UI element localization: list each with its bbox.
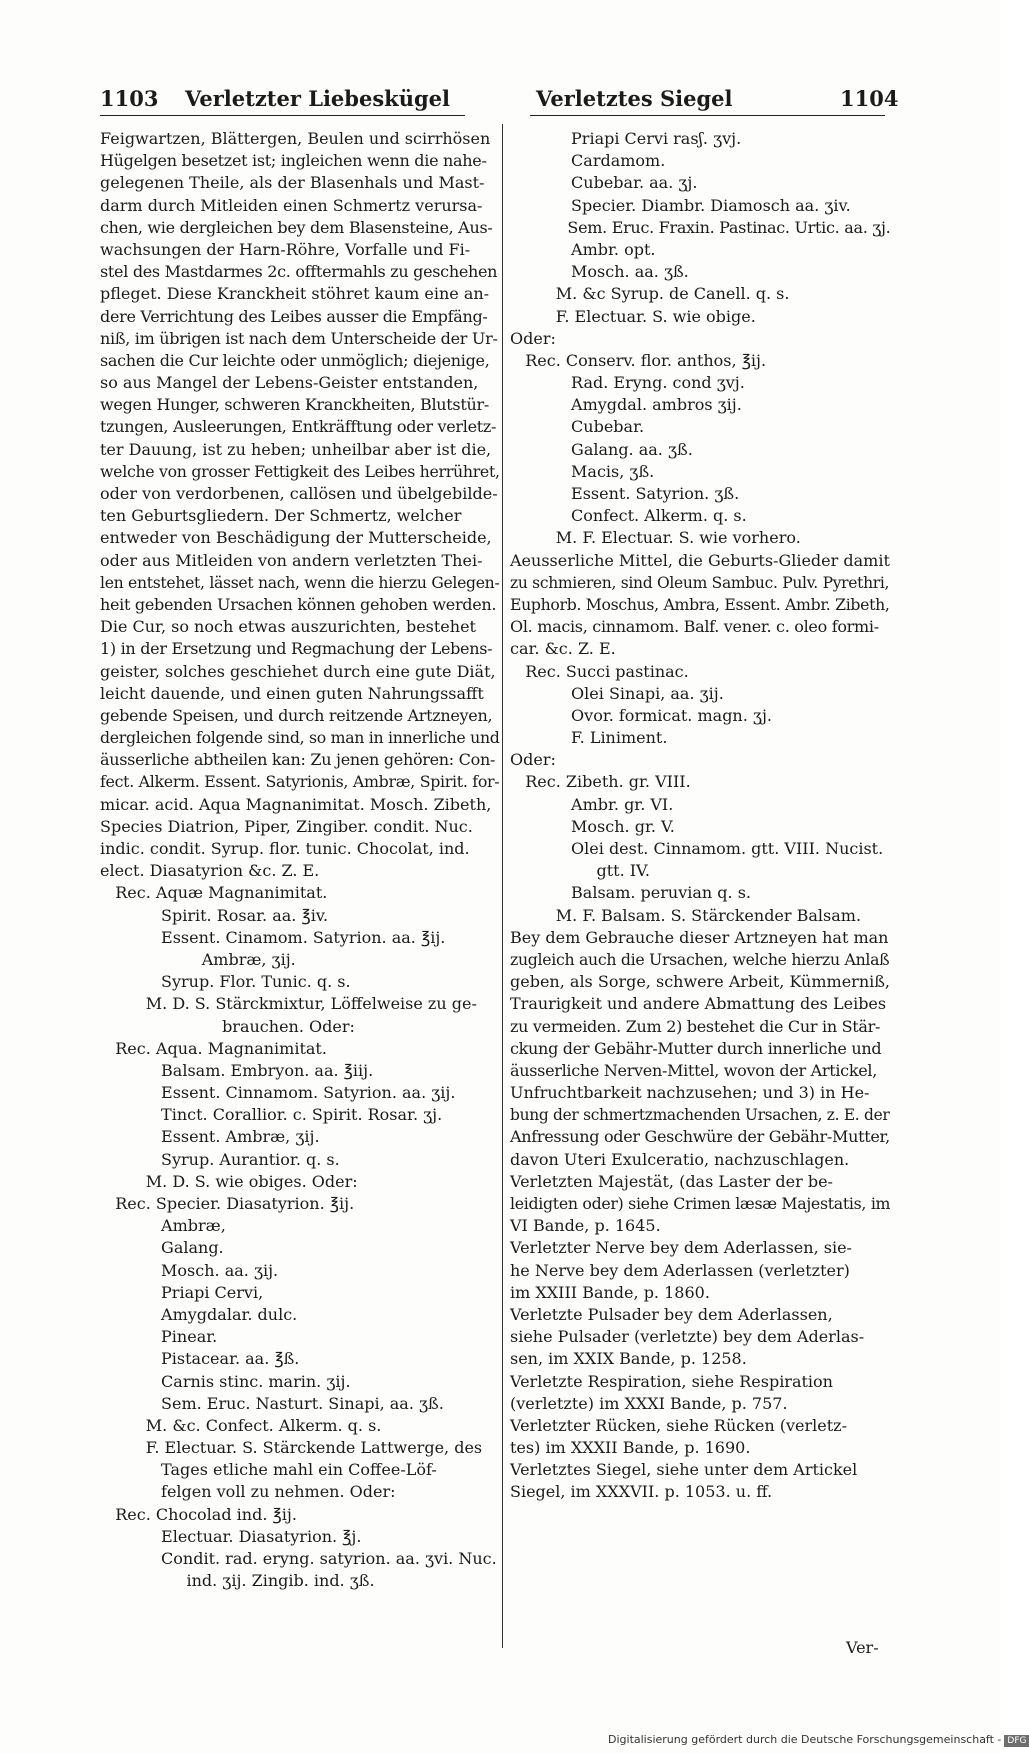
text-line: indic. condit. Syrup. flor. tunic. Chocolat, ind. (100, 839, 470, 858)
text-line: Verletztes Siegel, siehe unter dem Artickel (510, 1460, 858, 1480)
text-line: len entstehet, lässet nach, wenn die hierzu Gelegen- (100, 573, 500, 592)
text-line: ckung der Gebähr-Mutter durch innerliche und (510, 1038, 882, 1058)
text-line: Olei Sinapi, aa. ʒij. (510, 683, 724, 703)
text-line: he Nerve bey dem Aderlassen (verletzter) (510, 1260, 850, 1280)
text-line: Ambræ, ʒij. (100, 949, 296, 969)
text-line: Ol. macis, cinnamom. Balf. vener. c. oleo formi- (510, 617, 879, 637)
text-line: Essent. Satyrion. ʒß. (510, 484, 740, 503)
text-line: Pistacear. aa. ℥ß. (100, 1349, 300, 1369)
text-line: Siegel, im XXXVII. p. 1053. u. ff. (510, 1482, 773, 1502)
running-title-left: Verletzter Liebeskügel (185, 86, 451, 111)
text-line: M. F. Electuar. S. wie vorhero. (510, 528, 801, 548)
text-line: Balsam. peruvian q. s. (510, 883, 751, 903)
text-line: Hügelgen besetzet ist; ingleichen wenn die nahe- (100, 151, 487, 171)
text-line: fect. Alkerm. Essent. Satyrionis, Ambræ, Spirit. for- (100, 772, 500, 792)
text-line: F. Electuar. S. Stärckende Lattwerge, des (100, 1438, 483, 1458)
text-line: gebende Speisen, und durch reitzende Artzneyen, (100, 705, 493, 725)
text-line: Balsam. Embryon. aa. ℥iij. (100, 1060, 374, 1080)
text-line: Species Diatrion, Piper, Zingiber. condit. Nuc. (100, 816, 473, 836)
text-line: Tinct. Corallior. c. Spirit. Rosar. ʒj. (100, 1105, 443, 1125)
text-line: leicht dauende, und einen guten Nahrungssafft (100, 683, 484, 703)
text-line: Rec. Chocolad ind. ℥ij. (100, 1504, 297, 1524)
text-line: wegen Hunger, schweren Kranckheiten, Blutstür- (100, 395, 489, 415)
text-line: ten Geburtsgliedern. Der Schmertz, welcher (100, 506, 462, 526)
column-divider (502, 124, 503, 1648)
text-line: Rec. Aqua. Magnanimitat. (100, 1038, 327, 1058)
text-line: M. &c. Confect. Alkerm. q. s. (100, 1415, 382, 1435)
text-line: sen, im XXIX Bande, p. 1258. (510, 1349, 747, 1369)
text-line: Rad. Eryng. cond ʒvj. (510, 373, 745, 393)
text-line: M. D. S. Stärckmixtur, Löffelweise zu ge- (100, 994, 477, 1014)
header-rule-right (530, 115, 885, 116)
text-line: zu schmieren, sind Oleum Sambuc. Pulv. Pyrethri, (510, 573, 890, 592)
text-line: Cubebar. (510, 417, 645, 437)
text-line: Spirit. Rosar. aa. ℥iv. (100, 905, 329, 925)
text-line: Cardamom. (510, 151, 666, 171)
text-line: Anfressung oder Geschwüre der Gebähr-Mutter, (510, 1127, 890, 1147)
text-line: Rec. Succi pastinac. (510, 661, 689, 681)
text-line: Verletzter Nerve bey dem Aderlassen, sie- (510, 1238, 852, 1258)
text-line: Verletzte Respiration, siehe Respiration (510, 1371, 833, 1391)
text-line: F. Liniment. (510, 728, 668, 748)
text-line: oder aus Mitleiden von andern verletzten Thei- (100, 550, 483, 570)
text-line: Sem. Eruc. Nasturt. Sinapi, aa. ʒß. (100, 1393, 444, 1413)
text-line: dergleichen folgende sind, so man in innerliche und (100, 728, 500, 748)
header-rule-left (100, 115, 465, 116)
text-line: Ambr. opt. (510, 239, 656, 259)
text-line: gtt. IV. (510, 861, 650, 881)
text-line: ind. ʒij. Zingib. ind. ʒß. (100, 1571, 375, 1591)
text-line: F. Electuar. S. wie obige. (510, 306, 756, 326)
text-line: chen, wie dergleichen bey dem Blasensteine, Aus- (100, 217, 493, 237)
text-line: Tages etliche mahl ein Coffee-Löf- (100, 1460, 437, 1480)
text-line: Mosch. aa. ʒß. (510, 262, 689, 282)
left-text-column (100, 128, 500, 1592)
text-line: M. F. Balsam. S. Stärckender Balsam. (510, 905, 862, 925)
text-line: Ambr. gr. VI. (510, 794, 674, 814)
text-line: tes) im XXXII Bande, p. 1690. (510, 1438, 751, 1458)
text-line: Electuar. Diasatyrion. ℥j. (100, 1526, 362, 1546)
running-title-right: Verletztes Siegel (536, 86, 733, 111)
text-line: Unfruchtbarkeit nachzusehen; und 3) in He- (510, 1083, 870, 1103)
text-line: sachen die Cur leichte oder unmöglich; diejenige, (100, 350, 490, 370)
text-line: Confect. Alkerm. q. s. (510, 506, 747, 526)
text-line: niß, im übrigen ist nach dem Unterscheide der Ur- (100, 328, 498, 348)
text-line: dere Verrichtung des Leibes ausser die Empfäng- (100, 306, 488, 326)
text-line: Mosch. gr. V. (510, 816, 675, 836)
text-line: Galang. aa. ʒß. (510, 439, 693, 459)
text-line: so aus Mangel der Lebens-Geister entstanden, (100, 373, 479, 393)
digitization-footer (608, 1733, 1029, 1747)
text-line: Traurigkeit und andere Abmattung des Leibes (510, 994, 887, 1014)
text-line: Rec. Specier. Diasatyrion. ℥ij. (100, 1194, 355, 1213)
text-line: felgen voll zu nehmen. Oder: (100, 1482, 396, 1502)
text-line: Priapi Cervi rasʃ. ʒvj. (510, 129, 742, 148)
text-line: oder von verdorbenen, callösen und übelgebilde- (100, 484, 498, 503)
text-line: (verletzte) im XXXI Bande, p. 757. (510, 1393, 788, 1413)
text-line: Pinear. (100, 1327, 218, 1347)
text-line: gelegenen Theile, als der Blasenhals und Mast- (100, 173, 485, 193)
text-line: Syrup. Aurantior. q. s. (100, 1149, 340, 1169)
text-line: bung der schmertzmachenden Ursachen, z. E. der (510, 1106, 890, 1125)
text-line: zu vermeiden. Zum 2) bestehet die Cur in Stär- (510, 1016, 881, 1036)
text-line: welche von grosser Fettigkeit des Leibes herrühret, (100, 461, 500, 481)
text-line: darm durch Mitleiden einen Schmertz verursa- (100, 195, 483, 215)
text-line: entweder von Beschädigung der Mutterscheide, (100, 528, 492, 548)
text-line: Feigwartzen, Blättergen, Beulen und scirrhösen (100, 129, 491, 148)
text-line: Bey dem Gebrauche dieser Artzneyen hat man (510, 927, 889, 947)
catchword: Ver- (846, 1638, 879, 1657)
text-line: wachsungen der Harn-Röhre, Vorfalle und Fi- (100, 239, 471, 259)
text-line: Essent. Cinamom. Satyrion. aa. ℥ij. (100, 927, 446, 947)
text-line: micar. acid. Aqua Magnanimitat. Mosch. Zibeth, (100, 794, 492, 814)
text-line: Condit. rad. eryng. satyrion. aa. ʒvi. Nuc. (100, 1549, 497, 1568)
text-line: car. &c. Z. E. (510, 639, 616, 659)
text-line: geister, solches geschiehet durch eine gute Diät, (100, 661, 496, 681)
footer-text: Digitalisierung gefördert durch die Deutsche Forschungsgemeinschaft - (608, 1733, 1002, 1746)
text-line: äusserliche Nerven-Mittel, wovon der Artickel, (510, 1060, 878, 1080)
text-line: Syrup. Flor. Tunic. q. s. (100, 972, 351, 992)
text-line: Priapi Cervi, (100, 1282, 264, 1302)
text-line: heit gebenden Ursachen können gehoben werden. (100, 594, 497, 614)
text-line: Olei dest. Cinnamom. gtt. VIII. Nucist. (510, 839, 884, 858)
text-line: Oder: (510, 328, 556, 348)
text-line: äusserliche abtheilen kan: Zu jenen gehören: Con- (100, 750, 496, 770)
text-line: Rec. Conserv. flor. anthos, ℥ij. (510, 350, 767, 370)
text-line: Verletzter Rücken, siehe Rücken (verletz- (510, 1415, 848, 1435)
text-line: 1) in der Ersetzung und Regmachung der Lebens- (100, 639, 493, 659)
text-line: M. &c Syrup. de Canell. q. s. (510, 284, 790, 304)
text-line: Mosch. aa. ʒij. (100, 1260, 279, 1280)
text-line: Amygdalar. dulc. (100, 1304, 298, 1324)
text-line: leidigten oder) siehe Crimen læsæ Majestatis, im (510, 1194, 891, 1213)
text-line: stel des Mastdarmes 2c. offtermahls zu geschehen (100, 262, 498, 282)
text-line: siehe Pulsader (verletzte) bey dem Aderlas- (510, 1327, 865, 1347)
text-line: Die Cur, so noch etwas auszurichten, bestehet (100, 617, 476, 637)
text-line: Sem. Eruc. Fraxin. Pastinac. Urtic. aa. ʒj. (510, 217, 891, 237)
text-line: Verletzten Majestät, (das Laster der be- (510, 1171, 833, 1191)
text-line: M. D. S. wie obiges. Oder: (100, 1171, 358, 1191)
text-line: elect. Diasatyrion &c. Z. E. (100, 861, 320, 881)
dfg-logo: DFG (1004, 1735, 1029, 1747)
text-line: Ovor. formicat. magn. ʒj. (510, 705, 772, 725)
text-line: im XXIII Bande, p. 1860. (510, 1282, 710, 1302)
text-line: VI Bande, p. 1645. (510, 1216, 661, 1236)
text-line: Oder: (510, 750, 556, 770)
text-line: pfleget. Diese Kranckheit stöhret kaum eine an- (100, 284, 490, 304)
text-line: Aeusserliche Mittel, die Geburts-Glieder damit (510, 550, 890, 570)
text-line: Macis, ʒß. (510, 461, 655, 481)
text-line: Essent. Cinnamom. Satyrion. aa. ʒij. (100, 1083, 456, 1103)
text-line: Rec. Zibeth. gr. VIII. (510, 772, 691, 792)
text-line: Cubebar. aa. ʒj. (510, 173, 698, 193)
text-line: tzungen, Ausleerungen, Entkräfftung oder verletz- (100, 417, 497, 437)
text-line: Verletzte Pulsader bey dem Aderlassen, (510, 1304, 833, 1324)
text-line: geben, als Sorge, schwere Arbeit, Kümmerniß, (510, 972, 891, 992)
text-line: Galang. (100, 1238, 224, 1258)
text-line: Carnis stinc. marin. ʒij. (100, 1371, 351, 1391)
text-line: Specier. Diambr. Diamosch aa. ʒiv. (510, 195, 851, 215)
right-text-column (510, 128, 890, 1504)
text-line: Essent. Ambræ, ʒij. (100, 1127, 320, 1147)
page-number-right: 1104 (840, 86, 899, 111)
text-line: brauchen. Oder: (100, 1016, 355, 1036)
text-line: Amygdal. ambros ʒij. (510, 395, 742, 415)
text-line: Ambræ, (100, 1216, 226, 1236)
text-line: Euphorb. Moschus, Ambra, Essent. Ambr. Zibeth, (510, 594, 890, 614)
text-line: davon Uteri Exulceratio, nachzuschlagen. (510, 1149, 850, 1169)
text-line: zugleich auch die Ursachen, welche hierzu Anlaß (510, 949, 890, 969)
page-number-left: 1103 (100, 86, 159, 111)
text-line: ter Dauung, ist zu heben; unheilbar aber ist die, (100, 439, 492, 459)
text-line: Rec. Aquæ Magnanimitat. (100, 883, 328, 903)
